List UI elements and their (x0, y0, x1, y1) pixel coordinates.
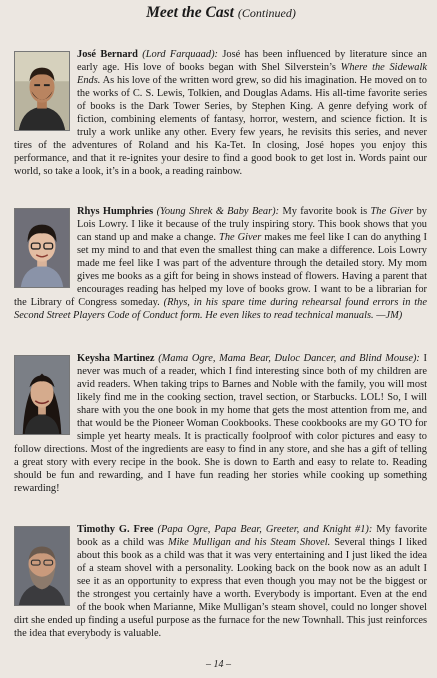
cast-name: Rhys Humphries (77, 206, 154, 217)
headshot-jose-bernard (14, 51, 70, 131)
page-title-text: Meet the Cast (146, 4, 234, 21)
cast-role: (Mama Ogre, Mama Bear, Duloc Dancer, and Blind Mouse): (158, 353, 420, 364)
cast-role: (Lord Farquaad): (142, 49, 218, 60)
cast-bio-keysha-martinez (14, 352, 427, 495)
book-title: The Giver (219, 232, 262, 243)
page-number: – 14 – (206, 659, 231, 670)
bio-text: My favorite book as a child was (77, 524, 427, 548)
bio-text: Several things I liked about this book as a child was that it was very entertaining and I just liked the idea of a steam shovel with a personality. Looking back on the book now as an adult I see it as an opportunity to express that even though you may not be the biggest or the strongest you certainly have a worth. Everybody is important. Even at the end of the book when Marianne, Mike Mulligan’s steam shovel, could no longer shovel dirt she ended up finding a useful purpose as the furnace for the new Townhall. This just reinforces the idea that everybody is valuable. (14, 537, 427, 639)
page-title-suffix: (Continued) (237, 6, 296, 20)
book-title: The Giver (370, 206, 414, 217)
cast-bio-jose-bernard (14, 48, 427, 178)
bio-text: José has been influenced by literature since an early age. His love of books began with Shel Silverstein’s (77, 49, 427, 73)
book-title: Mike Mulligan and his Steam Shovel. (167, 537, 331, 548)
page-title (15, 0, 427, 25)
bio-text: by Lois Lowry. I like it because of the truly inspiring story. This book shows that you can stand up and make a change. (77, 206, 427, 243)
cast-bio-rhys-humphries (14, 205, 427, 322)
bio-text: My favorite book is (279, 206, 371, 217)
editor-note: (Rhys, in his spare time during rehearsal found errors in the Second Street Players Code of Conduct form. He even likes to read technical manuals. —JM) (14, 297, 427, 321)
bio-text: I never was much of a reader, which I find interesting since both of my children are avid readers. When taking trips to Barnes and Noble with the family, you will most likely find me in the cooking section, travel section, or Starbucks. LOL! So, I will share with you the one book in my home that gets the most attention from me, and that would be the Pioneer Woman Cookbooks. These cookbooks are my GO TO for simple yet hearty meals. It is practically foolproof with color pictures and easy to follow directions. Most of the ingredients are easy to find in any store, and she has a gift of telling a great story with every recipe in the book. She is down to Earth and easy to relate to. Reading should be fun and rewarding, and I have fun reading her stories while cooking up something rewarding! (14, 353, 428, 494)
headshot-keysha-martinez (14, 355, 70, 435)
cast-role: (Papa Ogre, Papa Bear, Greeter, and Knight #1): (157, 524, 373, 535)
headshot-rhys-humphries (14, 208, 70, 288)
cast-name: José Bernard (77, 49, 138, 60)
bio-text: As his love of the written word grew, so did his imagination. He moved on to the works of C. S. Lewis, Tolkien, and Douglas Adams. His all-time favorite series of books is the Dark Tower Series, by Stephen King. A genre defying work of fiction, combining elements of fantasy, horror, western, and science fiction. It is truly a work unlike any other. Every few years, he revisits this series, and never tires of the adventures of Roland and his Ka-Tet. In closing, José hopes you enjoy this performance, and that it re-ignites your desire to find a good book to get lost in. Words paint our world, so take a look, it’s in a book, a reading rainbow. (14, 75, 427, 177)
headshot-timothy-free (14, 526, 70, 606)
bio-text: makes me feel like I can do anything I set my mind to and that even the smallest thing can make a difference. Lois Lowry made me feel like I was part of the adventure through the detailed story. My mom gives me books as a gift for being in shows instead of flowers. Having a parent that encourages reading has helped my love of books grow. I want to be a librarian for the Library of Congress someday. (14, 232, 428, 308)
cast-bio-timothy-free (14, 523, 427, 640)
cast-name: Keysha Martinez (77, 353, 155, 364)
book-title: Where the Sidewalk Ends. (77, 62, 428, 86)
cast-role: (Young Shrek & Baby Bear): (156, 206, 280, 217)
cast-name: Timothy G. Free (77, 524, 154, 535)
